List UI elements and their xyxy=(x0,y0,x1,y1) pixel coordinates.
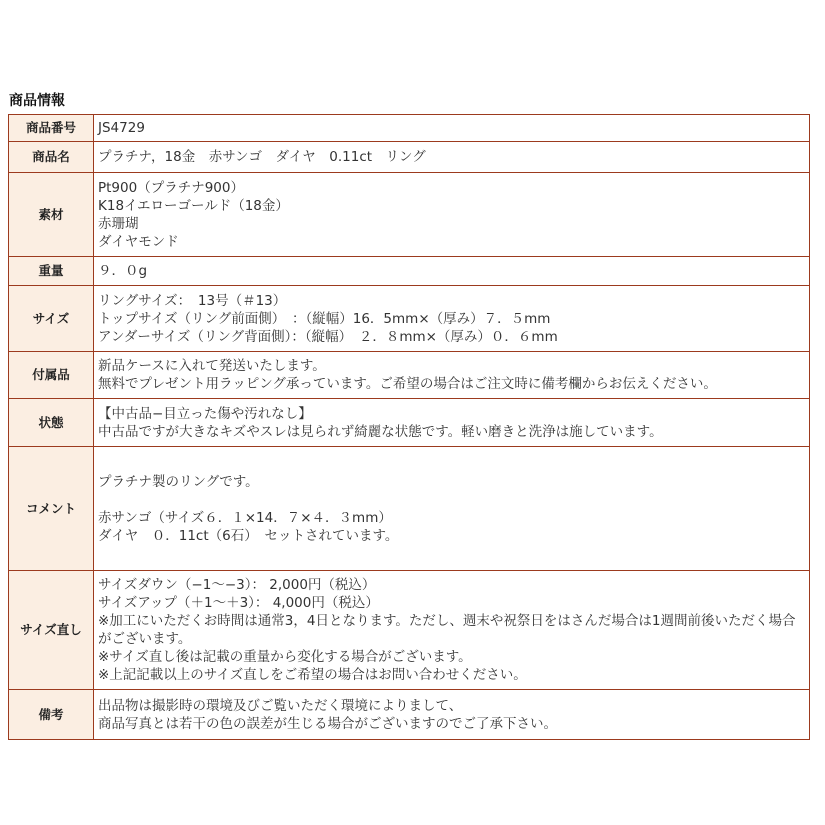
material-line: K18イエローゴールド（18金） xyxy=(98,197,289,214)
row-material xyxy=(9,173,810,257)
accessories-line: 無料でプレゼント用ラッピング承っています。ご希望の場合はご注文時に備考欄からお伝えください。 xyxy=(98,376,717,392)
section-title: 商品情報 xyxy=(9,93,65,109)
comment-line: プラチナ製のリングです。 xyxy=(98,473,259,490)
condition-line: 【中古品−目立った傷や汚れなし】 xyxy=(98,405,312,422)
weight-text: ９．０g xyxy=(98,263,148,279)
product-name-text: プラチナ，18金 赤サンゴ ダイヤ 0.11ct リング xyxy=(98,149,426,165)
condition-line: 中古品ですが大きなキズやスレは見られず綺麗な状態です。軽い磨きと洗浄は施しています。 xyxy=(98,423,663,440)
material-line: ダイヤモンド xyxy=(98,233,179,250)
remarks-line: 商品写真とは若干の色の誤差が生じる場合がございますのでご了承下さい。 xyxy=(98,715,557,732)
resize-line: サイズダウン（−1〜−3）： 2,000円（税込） xyxy=(98,577,376,593)
row-weight xyxy=(9,257,810,286)
row-size xyxy=(9,286,810,352)
label-condition: 状態 xyxy=(9,399,94,447)
size-line: トップサイズ（リング前面側） ：（縦幅）16．5mm×（厚み）７．５mm xyxy=(98,310,551,327)
label-size: サイズ xyxy=(9,286,94,352)
value-product-number xyxy=(94,115,810,142)
resize-line: ※サイズ直し後は記載の重量から変化する場合がございます。 xyxy=(98,649,472,665)
resize-line: ※上記記載以上のサイズ直しをご希望の場合はお問い合わせください。 xyxy=(98,667,527,683)
size-line: リングサイズ： 13号（＃13） xyxy=(98,292,287,309)
label-material: 素材 xyxy=(9,173,94,257)
comment-line: 赤サンゴ（サイズ６．１×14．７×４．３mm） xyxy=(98,509,392,526)
remarks-line: 出品物は撮影時の環境及びご覧いただく環境によりまして、 xyxy=(98,697,463,714)
value-material xyxy=(94,173,810,257)
label-comment: コメント xyxy=(9,447,94,571)
value-comment xyxy=(94,447,810,571)
material-line: Pt900（プラチナ900） xyxy=(98,179,244,196)
size-line: アンダーサイズ（リング背面側）：（縦幅） ２．８mm×（厚み）０．６mm xyxy=(98,328,558,345)
resize-line: サイズアップ（＋1〜＋3）： 4,000円（税込） xyxy=(98,595,379,611)
row-product-name xyxy=(9,142,810,173)
row-accessories xyxy=(9,352,810,399)
label-accessories: 付属品 xyxy=(9,352,94,399)
row-resize xyxy=(9,571,810,690)
row-remarks xyxy=(9,690,810,740)
value-size xyxy=(94,286,810,352)
material-line: 赤珊瑚 xyxy=(98,215,139,232)
product-number-text: JS4729 xyxy=(98,120,145,136)
resize-line: ※加工にいただくお時間は通常3，4日となります。ただし、週末や祝祭日をはさんだ場合は1週間前後いただく場合がございます。 xyxy=(98,613,796,647)
row-product-number xyxy=(9,115,810,142)
comment-line: ダイヤ ０．11ct（6石） セットされています。 xyxy=(98,527,399,544)
comment-spacer xyxy=(98,491,805,509)
value-accessories xyxy=(94,352,810,399)
value-product-name xyxy=(94,142,810,173)
value-condition xyxy=(94,399,810,447)
label-product-number: 商品番号 xyxy=(9,115,94,142)
label-product-name: 商品名 xyxy=(9,142,94,173)
label-weight: 重量 xyxy=(9,257,94,286)
product-info-table xyxy=(8,114,810,740)
value-resize xyxy=(94,571,810,690)
accessories-line: 新品ケースに入れて発送いたします。 xyxy=(98,358,326,374)
row-condition xyxy=(9,399,810,447)
value-weight xyxy=(94,257,810,286)
label-resize: サイズ直し xyxy=(9,571,94,690)
value-remarks xyxy=(94,690,810,740)
row-comment xyxy=(9,447,810,571)
label-remarks: 備考 xyxy=(9,690,94,740)
